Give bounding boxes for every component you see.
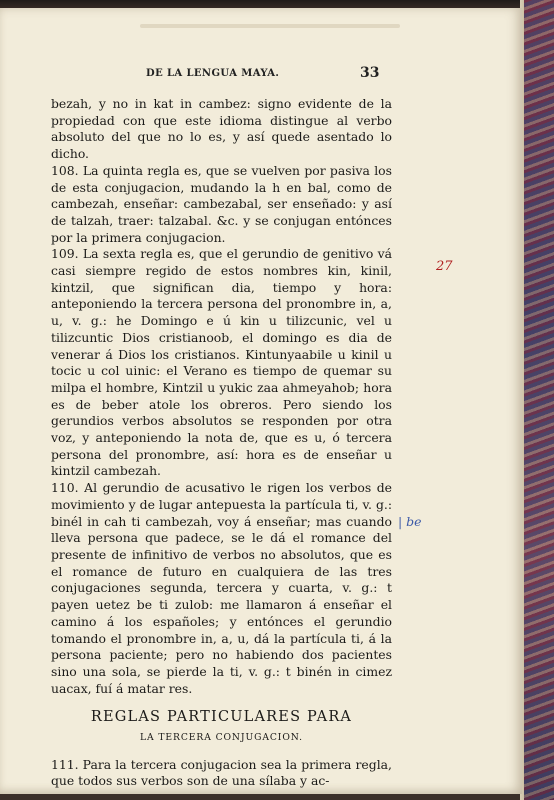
marbled-endpaper <box>524 0 554 800</box>
paragraph-111: 111. Para la tercera conjugacion sea la primera regla, que todos sus verbos son de una sílaba y ac- <box>51 756 392 789</box>
running-title: DE LA LENGUA MAYA. <box>146 68 280 79</box>
paper-stain <box>140 24 400 28</box>
margin-ink-correction: | be <box>398 514 422 529</box>
paragraph-109: 109. La sexta regla es, que el gerundio de genitivo vá casi siempre regido de estos nombres kin, kinil, kintzil, que significan dia, tiempo y hora: anteponiendo la tercera persona del pronombre in, a, u, v. g.: he Domingo e ú kin u tilizcunic, vel u tilizcuntic Dios cristianoob, el domingo es dia de venerar á Dios los cristianos. Kintunyaabile u kinil u tocic u col uinic: el Verano es tiempo de quemar su milpa el hombre, Kintzil u yukic zaa ahmeyahob; hora es de beber atole los obreros. Pero siendo los gerundios verbos absolutos se responden por otra voz, y anteponiendo la nota de, que es u, ó tercera persona del pronombre, así: hora es de enseñar u kintzil cambezah. <box>51 246 392 479</box>
margin-pencil-number: 27 <box>436 259 453 274</box>
section-title: REGLAS PARTICULARES PARA <box>90 709 353 726</box>
paragraph-continuation: bezah, y no in kat in cambez: signo evidente de la propiedad con que este idioma distingue al verbo absoluto del que no lo es, y así quede asentado lo dicho. <box>51 96 392 162</box>
section-subtitle: LA TERCERA CONJUGACION. <box>140 732 303 744</box>
paragraph-108: 108. La quinta regla es, que se vuelven por pasiva los de esta conjugacion, mudando la h en bal, como de cambezah, enseñar: cambezabal, ser enseñado: y así de talzah, traer: talzabal. &c. y se conjugan entónces por la primera conjugacion. <box>51 162 392 245</box>
page-body <box>51 96 392 790</box>
page-number: 33 <box>360 65 380 81</box>
paragraph-110: 110. Al gerundio de acusativo le rigen los verbos de movimiento y de lugar antepuesta la partícula ti, v. g.: binél in cah ti cambezah, voy á enseñar; mas cuando lleva persona que padece, se le dá el romance del presente de infinitivo de verbos no absolutos, que es el romance de futuro en cualquiera de las tres conjugaciones segunda, tercera y cuarta, v. g.: t payen uetez be ti zulob: me llamaron á enseñar el camino á los españoles; y entónces el gerundio tomando el pronombre in, a, u, dá la partícula ti, á la persona paciente; pero no habiendo dos pacientes sino una sola, se pierde la ti, v. g.: t binén in cimez uacax, fuí á matar res. <box>51 480 392 696</box>
